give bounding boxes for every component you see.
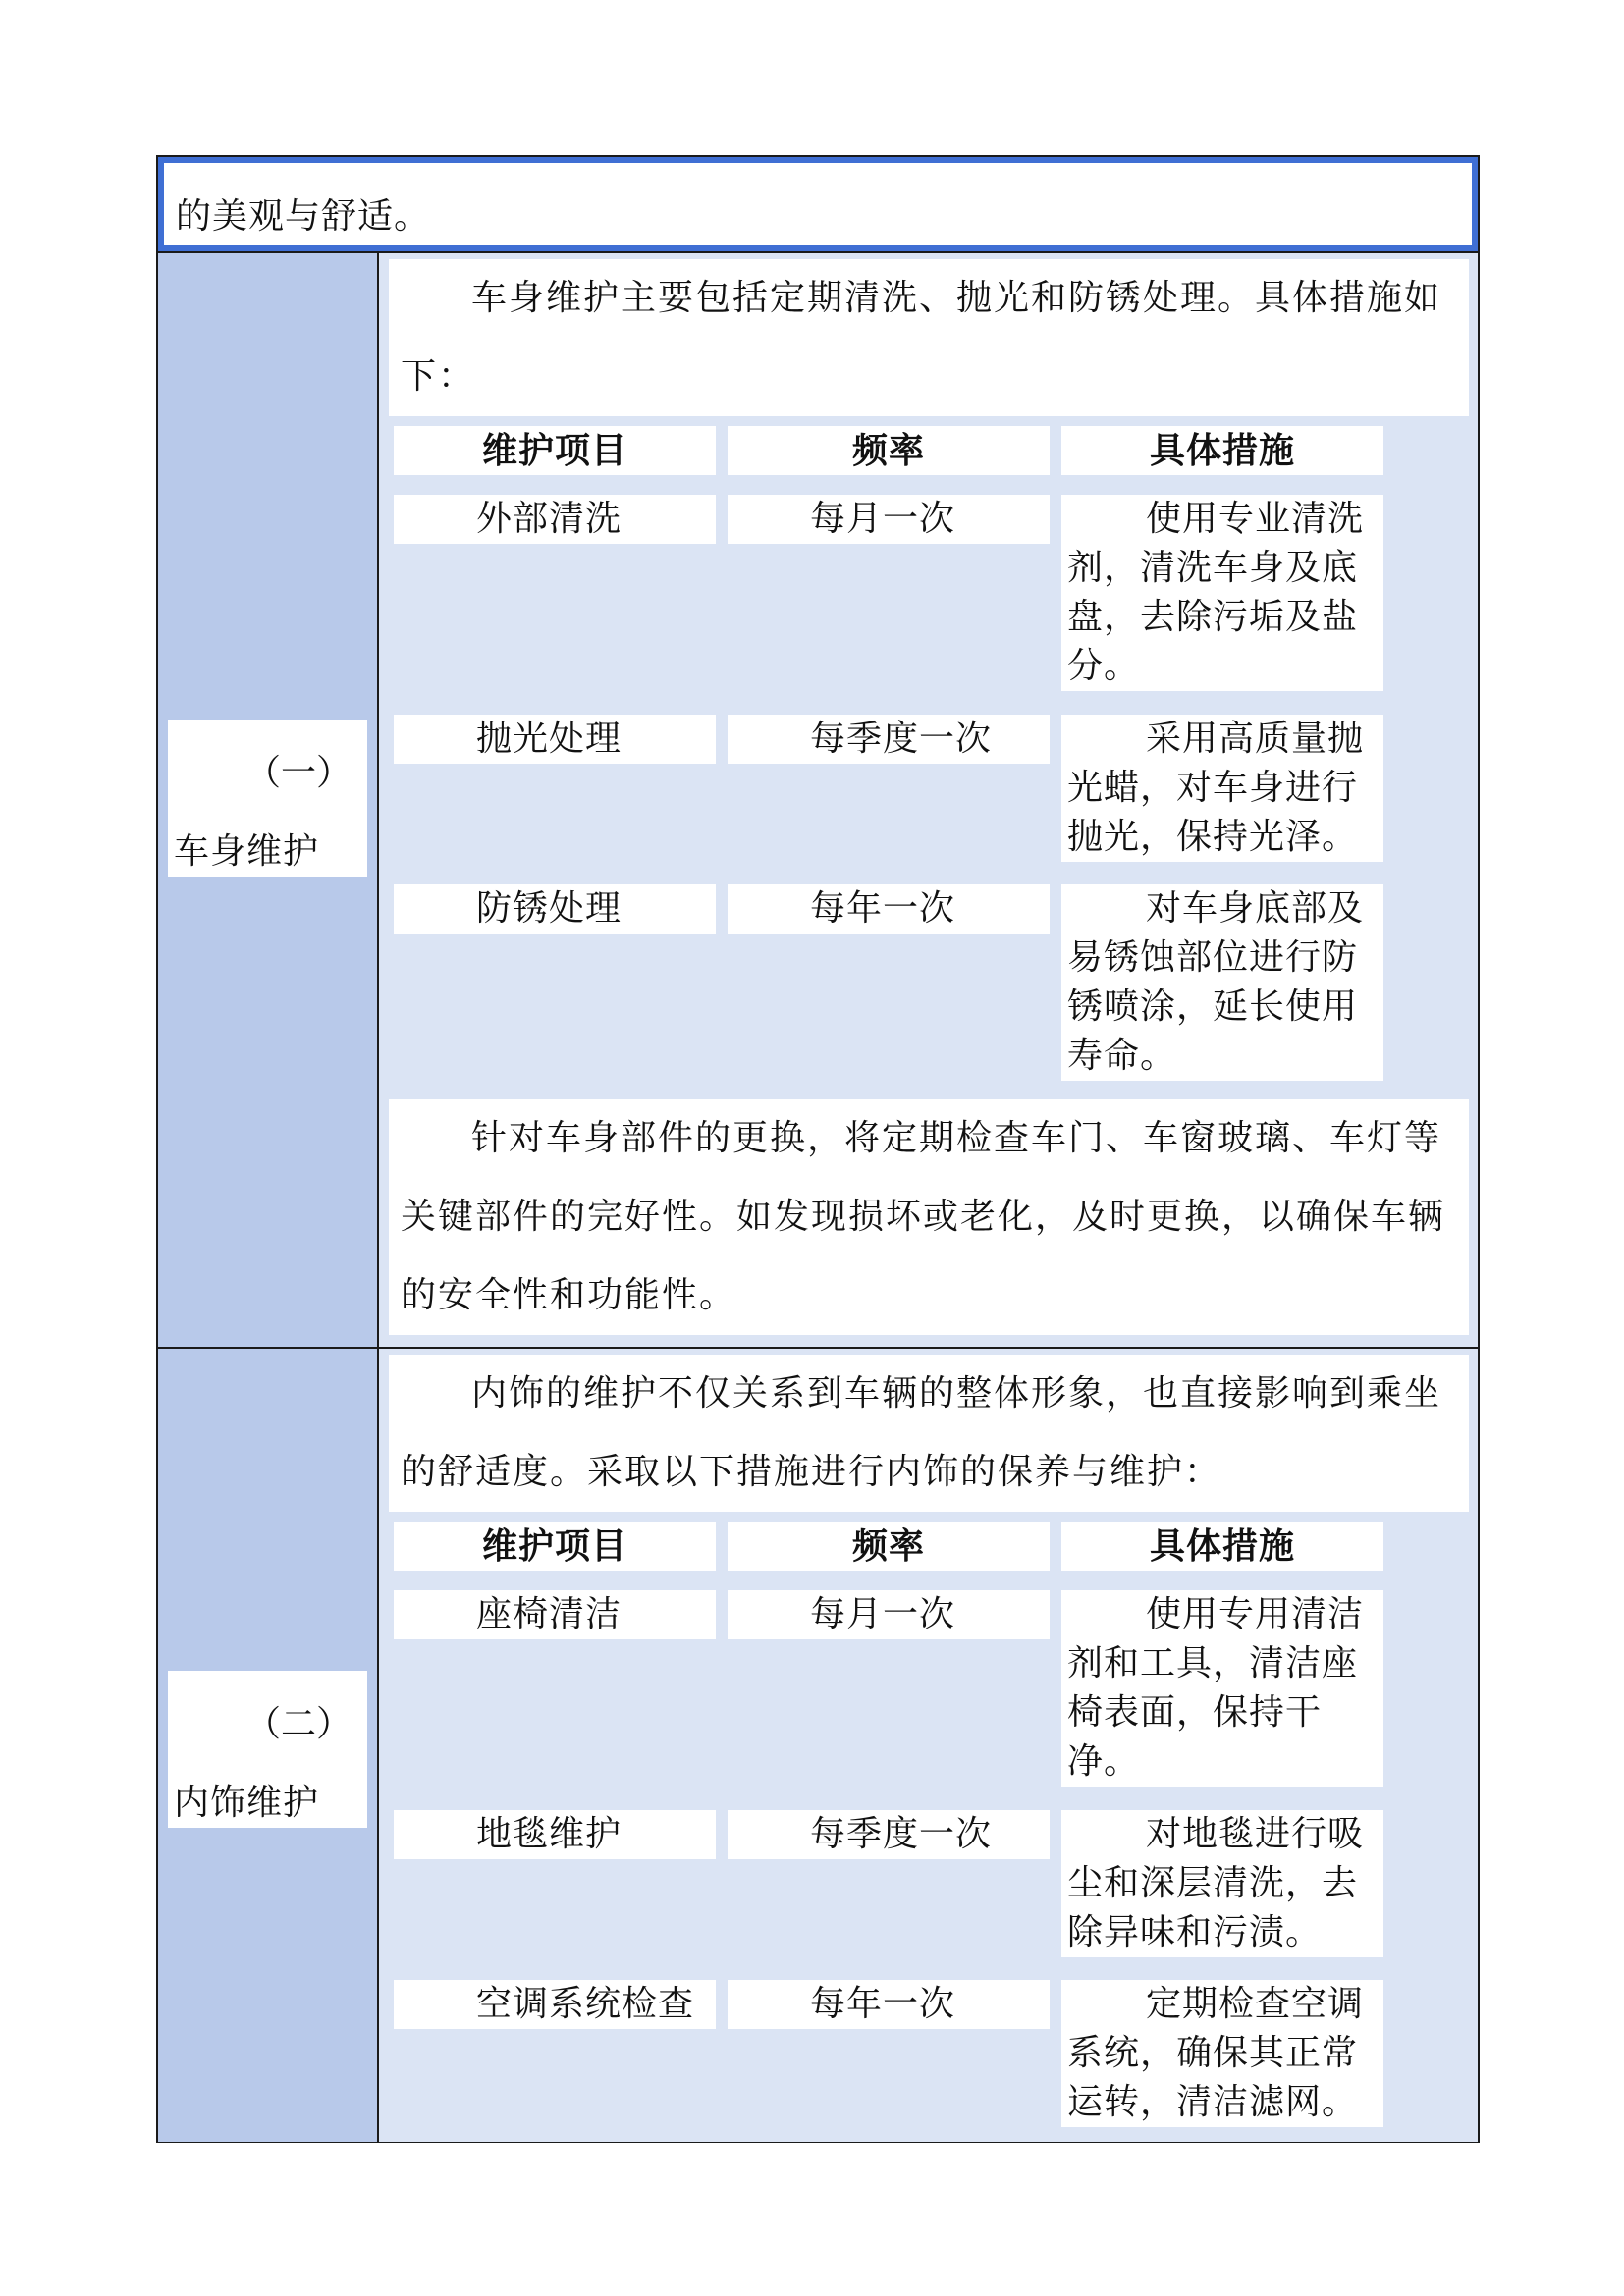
section-interior-maintenance	[158, 1347, 1478, 2142]
continued-text: 的美观与舒适。	[176, 196, 431, 237]
row-item: 地毯维护	[394, 1810, 716, 1859]
header-measures: 具体措施	[1061, 426, 1383, 475]
section-label	[168, 1671, 367, 1828]
document-table	[156, 155, 1480, 2143]
row-frequency: 每月一次	[728, 495, 1050, 544]
section-content-column	[379, 1349, 1478, 2142]
section-label-column	[158, 253, 379, 1347]
row-measures: 使用专用清洁剂和工具，清洁座椅表面，保持干净。	[1061, 1590, 1383, 1787]
outro-paragraph: 针对车身部件的更换，将定期检查车门、车窗玻璃、车灯等关键部件的完好性。如发现损坏或老化，及时更换，以确保车辆的安全性和功能性。	[389, 1099, 1469, 1335]
intro-paragraph: 车身维护主要包括定期清洗、抛光和防锈处理。具体措施如下：	[389, 259, 1469, 416]
row-measures: 对地毯进行吸尘和深层清洗，去除异味和污渍。	[1061, 1810, 1383, 1957]
section-name: 车身维护	[174, 831, 320, 872]
row-measures: 使用专业清洗剂，清洗车身及底盘，去除污垢及盐分。	[1061, 495, 1383, 691]
section-number: （一）	[244, 753, 352, 793]
row-frequency: 每年一次	[728, 884, 1050, 934]
section-label-column	[158, 1349, 379, 2142]
row-frequency: 每月一次	[728, 1590, 1050, 1639]
row-item: 抛光处理	[394, 715, 716, 764]
header-item: 维护项目	[394, 1522, 716, 1571]
row-item: 座椅清洁	[394, 1590, 716, 1639]
row-item: 外部清洗	[394, 495, 716, 544]
header-item: 维护项目	[394, 426, 716, 475]
section-label	[168, 720, 367, 877]
intro-paragraph: 内饰的维护不仅关系到车辆的整体形象，也直接影响到乘坐的舒适度。采取以下措施进行内饰的保养与维护：	[389, 1355, 1469, 1512]
section-body-maintenance	[158, 251, 1478, 1347]
header-measures: 具体措施	[1061, 1522, 1383, 1571]
row-item: 空调系统检查	[394, 1980, 716, 2029]
row-measures: 采用高质量抛光蜡，对车身进行抛光，保持光泽。	[1061, 715, 1383, 862]
row-frequency: 每季度一次	[728, 715, 1050, 764]
header-frequency: 频率	[728, 1522, 1050, 1571]
row-frequency: 每季度一次	[728, 1810, 1050, 1859]
section-name: 内饰维护	[174, 1783, 320, 1823]
continued-text-row	[158, 157, 1478, 251]
row-item: 防锈处理	[394, 884, 716, 934]
row-measures: 对车身底部及易锈蚀部位进行防锈喷涂，延长使用寿命。	[1061, 884, 1383, 1081]
row-frequency: 每年一次	[728, 1980, 1050, 2029]
section-number: （二）	[244, 1704, 352, 1744]
section-content-column	[379, 253, 1478, 1347]
header-frequency: 频率	[728, 426, 1050, 475]
row-measures: 定期检查空调系统，确保其正常运转，清洁滤网。	[1061, 1980, 1383, 2127]
